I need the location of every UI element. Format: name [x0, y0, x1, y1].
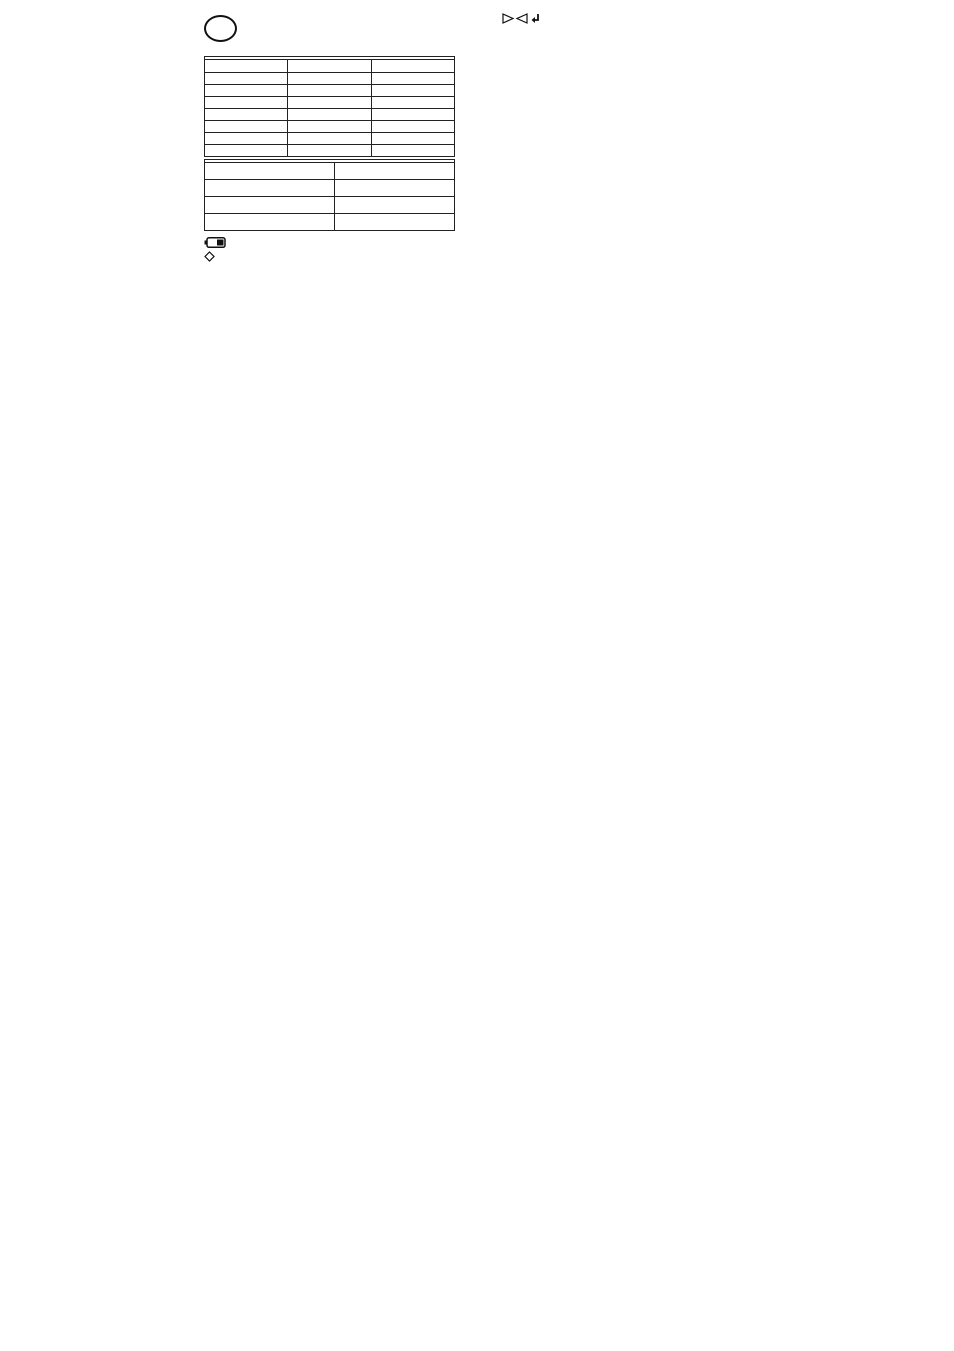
table-cell [371, 109, 454, 121]
table-cell [288, 145, 371, 157]
paragraph [501, 13, 753, 24]
caracteristicas-table [204, 159, 455, 231]
table-cell [205, 214, 335, 231]
car-header [205, 163, 335, 180]
table-cell [205, 197, 335, 214]
table-row [205, 180, 455, 197]
diamond-key-icon [204, 251, 215, 262]
battery-icon [204, 237, 226, 248]
table-row [205, 73, 455, 85]
table-cell [371, 73, 454, 85]
table-cell [205, 133, 288, 145]
table-cell [288, 133, 371, 145]
table-cell [205, 73, 288, 85]
table-cell [288, 97, 371, 109]
table-row [205, 214, 455, 231]
table-row [205, 121, 455, 133]
page-spread-top [0, 0, 954, 675]
language-badge [204, 15, 237, 42]
table-row [205, 133, 455, 145]
car-header [335, 163, 455, 180]
french-column [501, 13, 753, 33]
table-cell [205, 85, 288, 97]
gama-table [204, 56, 455, 157]
table-cell [371, 97, 454, 109]
table-row [205, 85, 455, 97]
table-row [205, 145, 455, 157]
table-cell [371, 121, 454, 133]
page-spread-bottom [0, 675, 954, 1350]
table-cell [371, 145, 454, 157]
table-cell [205, 145, 288, 157]
table-cell [205, 180, 335, 197]
table-cell [205, 121, 288, 133]
table-cell [371, 133, 454, 145]
table-cell [205, 109, 288, 121]
table-cell [335, 214, 455, 231]
table-cell [205, 97, 288, 109]
table-cell [335, 180, 455, 197]
paragraph [204, 250, 456, 261]
arrow-keys-icon [501, 13, 529, 24]
table-cell [288, 85, 371, 97]
table-cell [371, 85, 454, 97]
gama-header [205, 60, 288, 73]
enter-key-icon [531, 13, 541, 24]
gama-header [288, 60, 371, 73]
table-row [205, 97, 455, 109]
table-cell [288, 73, 371, 85]
spanish-column [204, 50, 456, 262]
table-cell [335, 197, 455, 214]
table-row [205, 109, 455, 121]
paragraph [204, 237, 456, 248]
table-cell [288, 121, 371, 133]
table-row [205, 197, 455, 214]
gama-header [371, 60, 454, 73]
table-cell [288, 109, 371, 121]
